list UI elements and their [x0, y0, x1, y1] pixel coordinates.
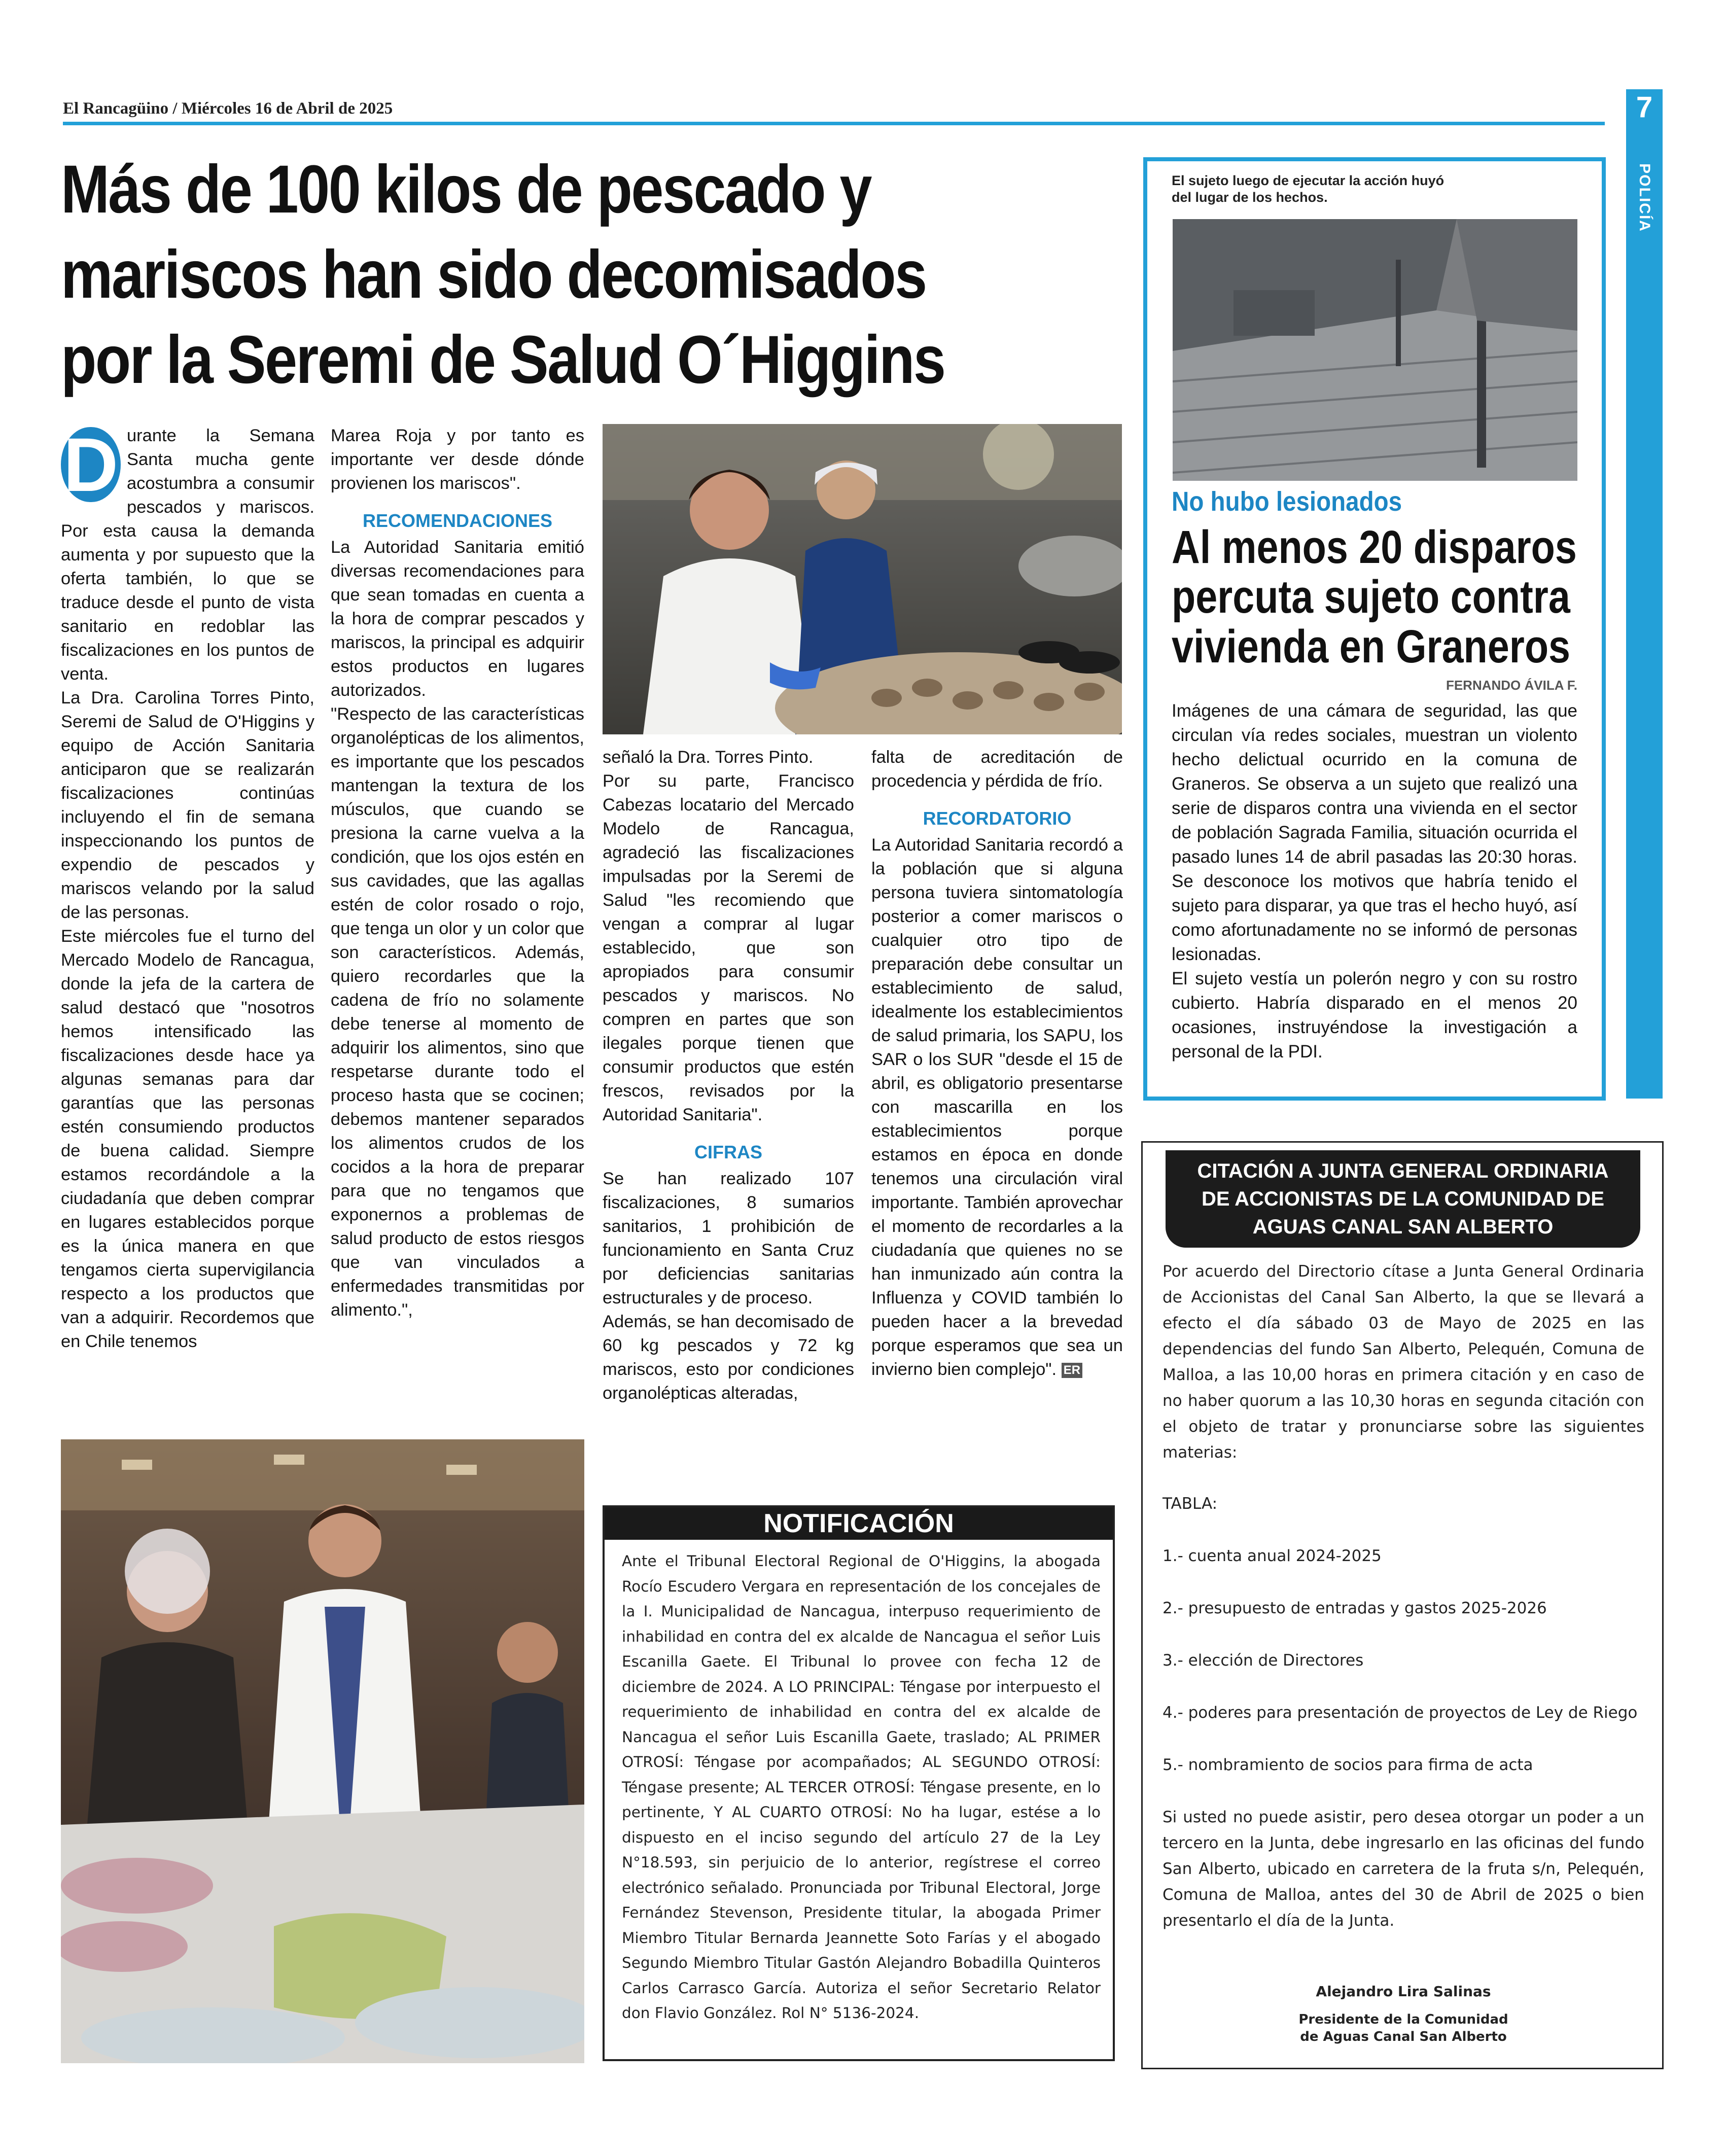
article-paragraph: Por su parte, Francisco Cabezas locatario del Mercado Modelo de Rancagua, agradeció las fiscalizaciones impulsadas por la Seremi de Salud "les recomiendo que vengan a comprar al lugar establecido, que son apropiados para consumir pescados y mariscos. No compren en partes que son ilegales porque tienen que consumir productos que estén frescos, revisados por la Autoridad Sanitaria".	[603, 771, 854, 1124]
agenda-item-text: nombramiento de socios para firma de acta	[1183, 1756, 1533, 1774]
market-photo	[61, 1439, 584, 2063]
agenda-item-text: elección de Directores	[1183, 1651, 1364, 1670]
security-camera-photo	[1173, 219, 1577, 481]
article-paragraph: "Respecto de las características organolépticas de los alimentos, es importante que los pescados mantengan la textura de los músculos, que cuando se presiona la carne vuelva a la condición, que los ojos estén en sus cavidades, que las agallas estén de color rosado o rojo, que tenga un olor y un color que son característicos. Además, quiero recordarles que la cadena de frío no solamente debe tenerse al momento de adquirir los alimentos, sino que respetarse durante todo el proceso hasta que se cocinen; debemos mantener separados los alimentos crudos de los cocidos a la hora de preparar para que no tengamos que exponernos a problemas de salud producto de estos riesgos que van vinculados a enfermedades transmitidas por alimento.",	[331, 704, 584, 1320]
header-separator: /	[172, 99, 178, 118]
article-paragraph: La Autoridad Sanitaria recordó a la población que si alguna persona tuviera sintomatología posterior a comer mariscos o cualquier otro tipo de preparación debe consultar un establecimiento de salud, idealmente los establecimientos de salud primaria, los SAPU, los SAR o los SUR "desde el 15 de abril, es obligatorio presentarse con mascarilla en los establecimientos porque estamos en época en donde tenemos una circulación viral importante. También aprovechar el momento de recordarles a la ciudadanía que quienes no se han inmunizado aún contra la Influenza y COVID también lo pueden hacer a la brevedad porque esperamos que sea un invierno bien complejo".	[871, 835, 1123, 1379]
article-column-1	[61, 424, 314, 1354]
page-number: 7	[1636, 91, 1653, 124]
citation-intro: Por acuerdo del Directorio cítase a Junta General Ordinaria de Accionistas del Canal San Alberto, la que se llevará a efecto el día sábado 03 de Mayo de 2025 en las dependencias del fundo San Alberto, Pelequén, Comuna de Malloa, a las 10,00 horas en primera citación y en caso de no haber quorum a las 10,30 horas en segunda citación con el objeto de tratar y pronunciarse sobre las siguientes materias:	[1163, 1262, 1644, 1462]
headline-line: mariscos han sido decomisados	[61, 237, 926, 312]
article-paragraph: Este miércoles fue el turno del Mercado Modelo de Rancagua, donde la jefa de la cartera de salud destacó que "nosotros hemos intensificado las fiscalizaciones desde hace ya algunas semanas para dar garantías que las personas estén consumiendo productos de buena calidad. Siempre estamos recordándole a la ciudadanía que deben comprar en lugares establecidos porque es la única manera en que tengamos cierta supervigilancia respecto a los productos que van a adquirir. Recordemos que en Chile tenemos	[61, 927, 314, 1351]
article-paragraph: Se han realizado 107 fiscalizaciones, 8 sumarios sanitarios, 1 prohibición de funcionamiento en Santa Cruz por deficiencias sanitarias estructurales y de proceso.	[603, 1169, 854, 1307]
agenda-item-number: 1.-	[1163, 1547, 1183, 1565]
agenda-item	[1163, 1752, 1644, 1778]
subhead-recordatorio: RECORDATORIO	[923, 808, 1072, 829]
citation-signature	[1163, 1983, 1644, 2045]
citation-title-line: AGUAS CANAL SAN ALBERTO	[1252, 1216, 1554, 1238]
article-paragraph: La Autoridad Sanitaria emitió diversas recomendaciones para que sean tomadas en cuenta a la hora de comprar pescados y mariscos, la principal es adquirir estos productos en lugares autorizados.	[331, 538, 584, 700]
article-paragraph: Además, se han decomisado de 60 kg pescados y 72 kg mariscos, esto por condiciones organolépticas alteradas,	[603, 1312, 854, 1403]
headline-line: Más de 100 kilos de pescado y	[61, 152, 871, 227]
subhead-cifras: CIFRAS	[694, 1142, 762, 1162]
citation-body	[1163, 1259, 1644, 1934]
end-mark-icon: ER	[1062, 1363, 1082, 1378]
inspection-photo	[603, 424, 1122, 734]
headline-line: por la Seremi de Salud O´Higgins	[61, 322, 945, 398]
subhead-recomendaciones: RECOMENDACIONES	[362, 510, 553, 531]
agenda-item-number: 4.-	[1163, 1704, 1183, 1722]
agenda-item	[1163, 1700, 1644, 1726]
citation-title-line: CITACIÓN A JUNTA GENERAL ORDINARIA	[1197, 1160, 1609, 1182]
drop-cap: D	[61, 427, 121, 502]
article-column-4	[871, 746, 1123, 1382]
signer-role: de Aguas Canal San Alberto	[1300, 2029, 1507, 2044]
signer-name: Alejandro Lira Salinas	[1316, 1983, 1491, 2000]
signer-role: Presidente de la Comunidad	[1298, 2012, 1508, 2027]
side-article-kicker: No hubo lesionados	[1172, 486, 1402, 517]
section-name: POLICÍA	[1636, 163, 1653, 232]
notification-body: Ante el Tribunal Electoral Regional de O'Higgins, la abogada Rocío Escudero Vergara en representación de los concejales de la I. Municipalidad de Nancagua, interpuso requerimiento de inhabilidad en contra del ex alcalde de Nancagua el señor Luis Escanilla Gaete. El Tribunal lo provee con fecha 12 de diciembre de 2024. A LO PRINCIPAL: Téngase por interpuesto el requerimiento de inhabilidad en contra del ex alcalde de Nancagua el señor Luis Escanilla Gaete, traslado; AL PRIMER OTROSÍ: Téngase por acompañados; AL SEGUNDO OTROSÍ: Téngase presente; AL TERCER OTROSÍ: Téngase presente, en lo pertinente, Y AL CUARTO OTROSÍ: No ha lugar, estése a lo dispuesto en el inciso segundo del artículo 27 de la Ley N°18.593, sin perjuicio de lo anterior, regístrese el correo electrónico señalado. Pronunciada por Tribunal Electoral, Jorge Fernández Stevenson, Presidente titular, la abogada Primer Miembro Titular Bernarda Jeannette Soto Farías y el abogado Segundo Miembro Titular Gastón Alejandro Bobadilla Quinteros Carlos Carrasco García. Autoriza el señor Secretario Relator don Flavio González. Rol N° 5136-2024.	[622, 1552, 1101, 2022]
citation-closing: Si usted no puede asistir, pero desea otorgar un poder a un tercero en la Junta, debe ingresarlo en las oficinas del fundo San Alberto, ubicado en carretera de la fruta s/n, Pelequén, Comuna de Malloa, antes del 30 de Abril de 2025 o bien presentarlo el día de la Junta.	[1163, 1808, 1644, 1930]
agenda-item-text: cuenta anual 2024-2025	[1183, 1547, 1382, 1565]
article-column-3	[603, 746, 854, 1405]
agenda-label: TABLA:	[1163, 1495, 1218, 1513]
photo-caption: El sujeto luego de ejecutar la acción huyó del lugar de los hechos.	[1172, 173, 1445, 205]
agenda-item-number: 3.-	[1163, 1651, 1183, 1670]
section-label	[1626, 152, 1663, 243]
article-paragraph: Imágenes de una cámara de seguridad, las que circulan vía redes sociales, muestran un violento hecho delictual ocurrido en la comuna de Graneros. Se observa a un sujeto que realizó una serie de disparos contra una vivienda en el sector de población Sagrada Familia, situación ocurrida el pasado lunes 14 de abril pasadas las 20:30 horas. Se desconoce los motivos que habría tenido el sujeto para disparar, ya que tras el hecho huyó, así como afortunadamente no se informó de personas lesionadas.	[1172, 701, 1577, 964]
agenda-item	[1163, 1543, 1644, 1569]
article-paragraph: El sujeto vestía un polerón negro y con su rostro cubierto. Habría disparado en el menos 20 ocasiones, instruyéndose la investigación a personal de la PDI.	[1172, 969, 1577, 1062]
byline: FERNANDO ÁVILA F.	[1446, 678, 1577, 693]
agenda-item-number: 5.-	[1163, 1756, 1183, 1774]
page-header	[63, 99, 393, 118]
article-paragraph: señaló la Dra. Torres Pinto.	[603, 748, 814, 767]
article-paragraph: Marea Roja y por tanto es importante ver desde dónde provienen los mariscos".	[331, 426, 584, 493]
side-article-headline	[1172, 522, 1606, 671]
citation-title	[1166, 1150, 1640, 1248]
agenda-item	[1163, 1596, 1644, 1621]
headline-line: Al menos 20 disparos	[1172, 521, 1577, 573]
citation-title-line: DE ACCIONISTAS DE LA COMUNIDAD DE	[1201, 1188, 1605, 1210]
issue-date: Miércoles 16 de Abril de 2025	[181, 99, 393, 118]
notification-title: NOTIFICACIÓN	[605, 1507, 1113, 1540]
main-headline	[61, 147, 990, 403]
headline-line: vivienda en Graneros	[1172, 621, 1571, 673]
article-paragraph: La Dra. Carolina Torres Pinto, Seremi de Salud de O'Higgins y equipo de Acción Sanitaria anticiparon que se realizarán fiscalizaciones continúas incluyendo el fin de semana inspeccionando los puntos de expendio de pescados y mariscos velando por la salud de las personas.	[61, 688, 314, 922]
article-paragraph: urante la Semana Santa mucha gente acostumbra a consumir pescados y mariscos. Por esta causa la demanda aumenta y por supuesto que la oferta también, lo que se traduce desde el punto de vista sanitario en redoblar las fiscalizaciones en los puntos de venta.	[61, 426, 314, 684]
side-article-body	[1172, 699, 1577, 1064]
article-column-2	[331, 424, 584, 1322]
headline-line: percuta sujeto contra	[1172, 571, 1570, 623]
article-paragraph: falta de acreditación de procedencia y pérdida de frío.	[871, 748, 1123, 791]
agenda-item-text: poderes para presentación de proyectos de Ley de Riego	[1183, 1704, 1638, 1722]
agenda-item-number: 2.-	[1163, 1599, 1183, 1617]
header-rule	[63, 122, 1605, 125]
agenda-item-text: presupuesto de entradas y gastos 2025-2026	[1183, 1599, 1547, 1617]
newspaper-name: El Rancagüino	[63, 99, 169, 118]
agenda-item	[1163, 1648, 1644, 1674]
